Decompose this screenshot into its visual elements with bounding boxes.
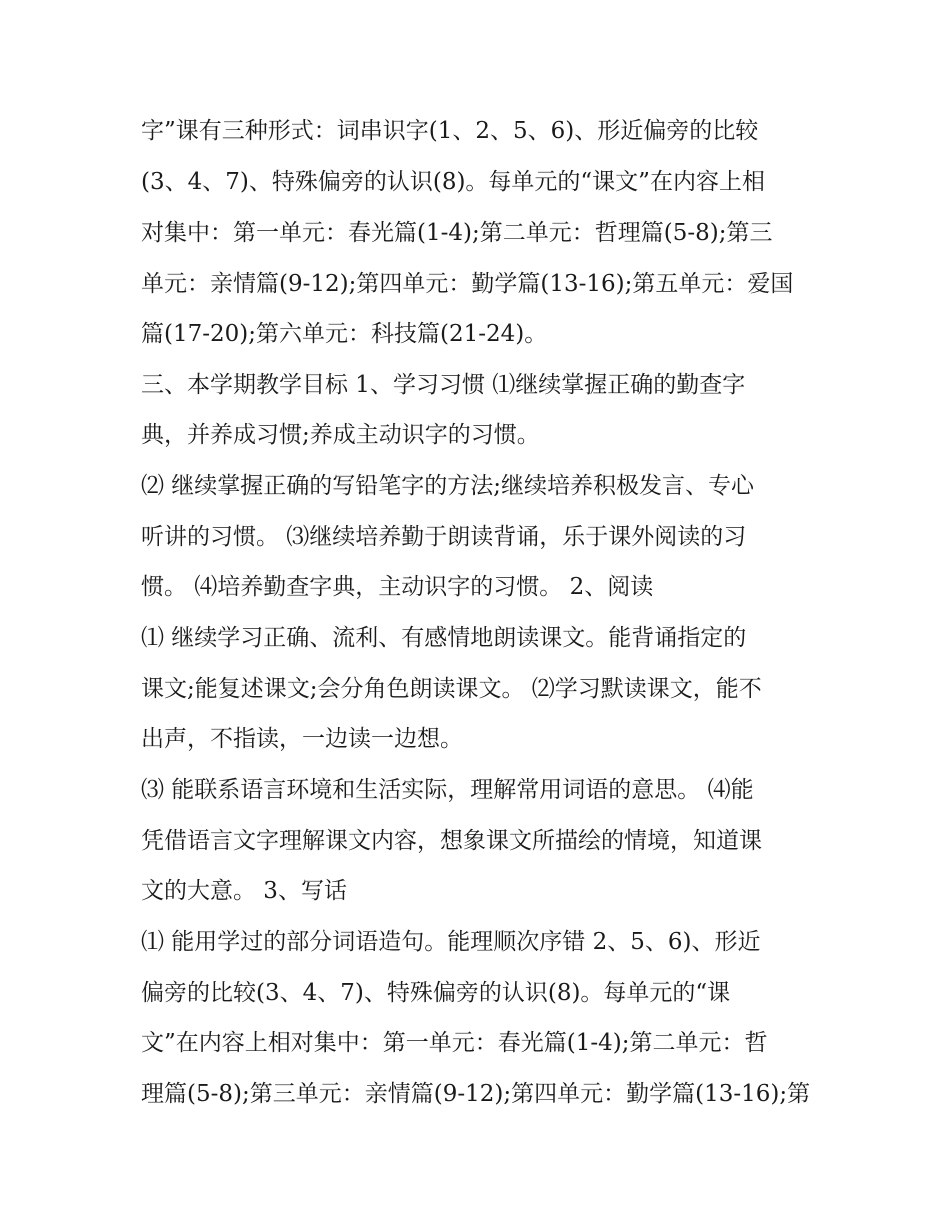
text-line: ⑴ 继续学习正确、流利、有感情地朗读课文。能背诵指定的 [141, 625, 747, 651]
text-line: 课文;能复述课文;会分角色朗读课文。 ⑵学习默读课文，能不 [141, 676, 762, 702]
text-line: ⑴ 能用学过的部分词语造句。能理顺次序错 2、5、6)、形近 [141, 929, 761, 955]
text-line: 对集中：第一单元：春光篇(1-4);第二单元：哲理篇(5-8);第三 [141, 220, 773, 246]
text-line: ⑶ 能联系语言环境和生活实际，理解常用词语的意思。 ⑷能 [141, 777, 754, 803]
text-line: 文”在内容上相对集中：第一单元：春光篇(1-4);第二单元：哲 [141, 1030, 768, 1056]
text-line: 理篇(5-8);第三单元：亲情篇(9-12);第四单元：勤学篇(13-16);第 [141, 1081, 811, 1107]
text-line: 文的大意。 3、写话 [141, 878, 347, 904]
text-line: 听讲的习惯。 ⑶继续培养勤于朗读背诵，乐于课外阅读的习 [141, 524, 747, 550]
text-line: (3、4、7)、特殊偏旁的认识(8)。每单元的“课文”在内容上相 [141, 169, 765, 195]
text-line: 三、本学期教学目标 1、学习习惯 ⑴继续掌握正确的勤查字 [141, 372, 746, 398]
text-line: 字”课有三种形式：词串识字(1、2、5、6)、形近偏旁的比较 [141, 118, 759, 144]
text-line: ⑵ 继续掌握正确的写铅笔字的方法;继续培养积极发言、专心 [141, 473, 755, 499]
text-line: 单元：亲情篇(9-12);第四单元：勤学篇(13-16);第五单元：爱国 [141, 271, 794, 297]
text-line: 偏旁的比较(3、4、7)、特殊偏旁的认识(8)。每单元的“课 [141, 980, 731, 1006]
text-line: 凭借语言文字理解课文内容，想象课文所描绘的情境，知道课 [141, 828, 762, 854]
text-line: 典，并养成习惯;养成主动识字的习惯。 [141, 422, 540, 448]
text-line: 出声，不指读，一边读一边想。 [141, 726, 463, 752]
text-line: 篇(17-20);第六单元：科技篇(21-24)。 [141, 321, 548, 347]
text-line: 惯。 ⑷培养勤查字典，主动识字的习惯。 2、阅读 [141, 574, 654, 600]
